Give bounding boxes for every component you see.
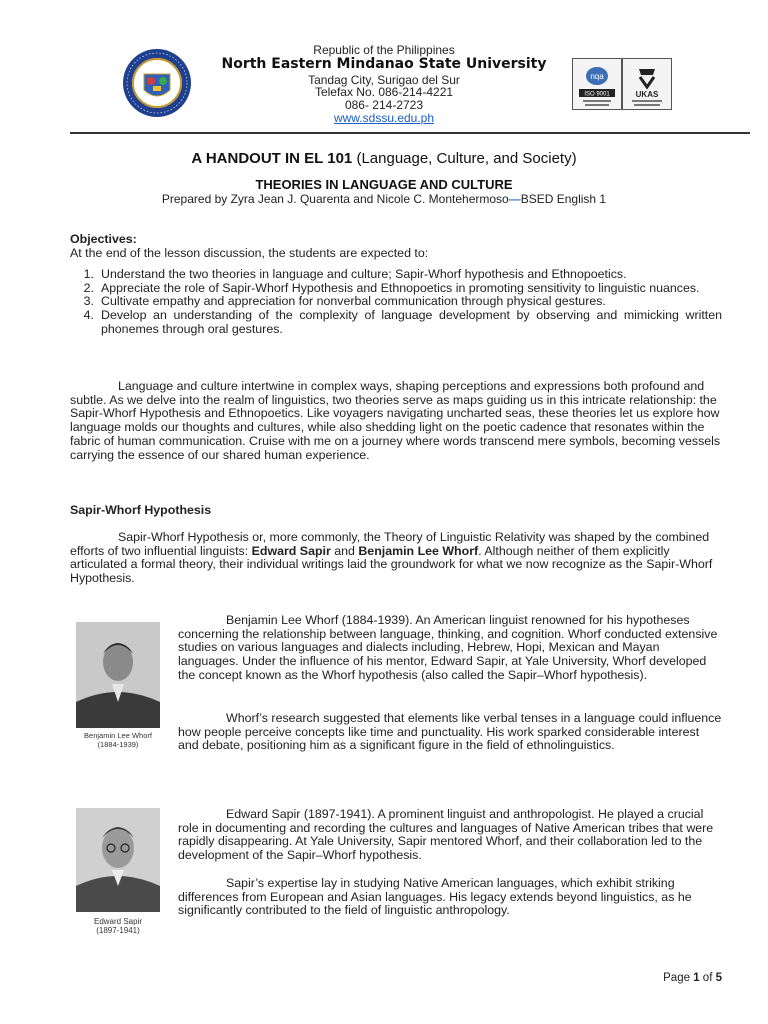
website-link[interactable]: www.sdssu.edu.ph — [333, 111, 435, 125]
objectives-heading: Objectives: — [70, 232, 137, 246]
sapir-whorf-heading: Sapir-Whorf Hypothesis — [70, 503, 212, 517]
sapir-whorf-paragraph: Sapir-Whorf Hypothesis or, more commonly, the Theory of Linguistic Relativity was shaped by the combined efforts of two influential linguists: Edward Sapir and Benjamin Lee Whorf. Although neither of them explicitly articulated a formal theory, their individual writings laid the groundwork for what we now recognize as the Sapir-Whorf Hypothesis. — [70, 530, 713, 586]
city-line: Tandag City, Surigao del Sur — [308, 73, 460, 87]
whorf-portrait-photo — [76, 622, 160, 728]
objective-item: 1. Understand the two theories in language and culture; Sapir-Whorf hypothesis and Ethnopoetics. — [83, 267, 627, 281]
page-number: Page 1 of 5 — [663, 972, 722, 984]
telefax-line: Telefax No. 086-214-4221 — [314, 85, 454, 99]
svg-text:nqa: nqa — [590, 72, 604, 81]
handout-subtitle: THEORIES IN LANGUAGE AND CULTURE — [255, 177, 513, 192]
sapir-paragraph-2: Sapir’s expertise lay in studying Native American languages, which exhibit striking differences from European and Asian languages. His legacy extends beyond linguistics, as he significantly contributed to the field of linguistic anthropology. — [178, 876, 692, 918]
university-name: North Eastern Mindanao State University — [221, 56, 547, 72]
objectives-intro: At the end of the lesson discussion, the students are expected to: — [70, 246, 429, 260]
sapir-caption: Edward Sapir (1897-1941) — [93, 917, 143, 935]
handout-title: A HANDOUT IN EL 101 (Language, Culture, and Society) — [191, 150, 577, 167]
objective-item: 4. Develop an understanding of the complexity of language development by observing and mimicking written phonemes through oral gestures. — [83, 308, 722, 336]
objective-item: 2. Appreciate the role of Sapir-Whorf Hypothesis and Ethnopoetics in promoting sensitivity to linguistic nuances. — [83, 280, 700, 295]
header-divider — [70, 132, 750, 134]
whorf-paragraph-2: Whorf’s research suggested that elements like verbal tenses in a language could influence how people perceive concepts like time and punctuality. His work sparked considerable interest and debate, positioning him as a significant figure in the field of ethnolinguistics. — [178, 711, 722, 753]
objective-item: 3. Cultivate empathy and appreciation for nonverbal communication through physical gestures. — [83, 294, 606, 309]
iso-certification-badge — [572, 58, 622, 110]
sapir-portrait-photo — [76, 808, 160, 912]
prepared-by-line: Prepared by Zyra Jean J. Quarenta and Nicole C. Montehermoso—BSED English 1 — [161, 192, 607, 206]
whorf-caption: Benjamin Lee Whorf (1884-1939) — [84, 731, 152, 749]
university-seal-logo — [122, 48, 192, 118]
phone-line: 086- 214-2723 — [344, 98, 424, 112]
iso-badge-text: ISO 9001 — [584, 91, 610, 98]
ukas-certification-badge — [622, 58, 672, 110]
whorf-paragraph-1: Benjamin Lee Whorf (1884-1939). An American linguist renowned for his hypotheses concerning the relationship between language, thinking, and cognition. Whorf conducted extensive studies on various languages and dialects including, Hebrew, Hopi, Mexican and Mayan languages. Under the influence of his mentor, Edward Sapir, at Yale University, Whorf developed the concept known as the Whorf hypothesis (also called the Sapir–Whorf hypothesis). — [178, 613, 718, 682]
ukas-badge-text: UKAS — [635, 90, 659, 99]
objectives-list — [70, 268, 722, 337]
sapir-paragraph-1: Edward Sapir (1897-1941). A prominent linguist and anthropologist. He played a crucial role in documenting and recording the cultures and languages of Native American tribes that were rapidly disappearing. At Yale University, Sapir mentored Whorf, and their collaboration led to the development of the Sapir–Whorf hypothesis. — [178, 807, 714, 863]
intro-paragraph: Language and culture intertwine in complex ways, shaping perceptions and expressions both profound and subtle. As we delve into the realm of linguistics, two theories serve as maps guiding us in this intricate relationship: the Sapir-Whorf Hypothesis and Ethnopoetics. Like voyagers navigating uncharted seas, these theories let us explore how language molds our thoughts and cultures, while also shedding light on the poetic cadence that resonates within the fabric of human communication. Cruise with me on a journey where words transcend mere symbols, becoming vessels carrying the essence of our shared human experience. — [70, 379, 721, 462]
republic-line: Republic of the Philippines — [313, 43, 455, 57]
